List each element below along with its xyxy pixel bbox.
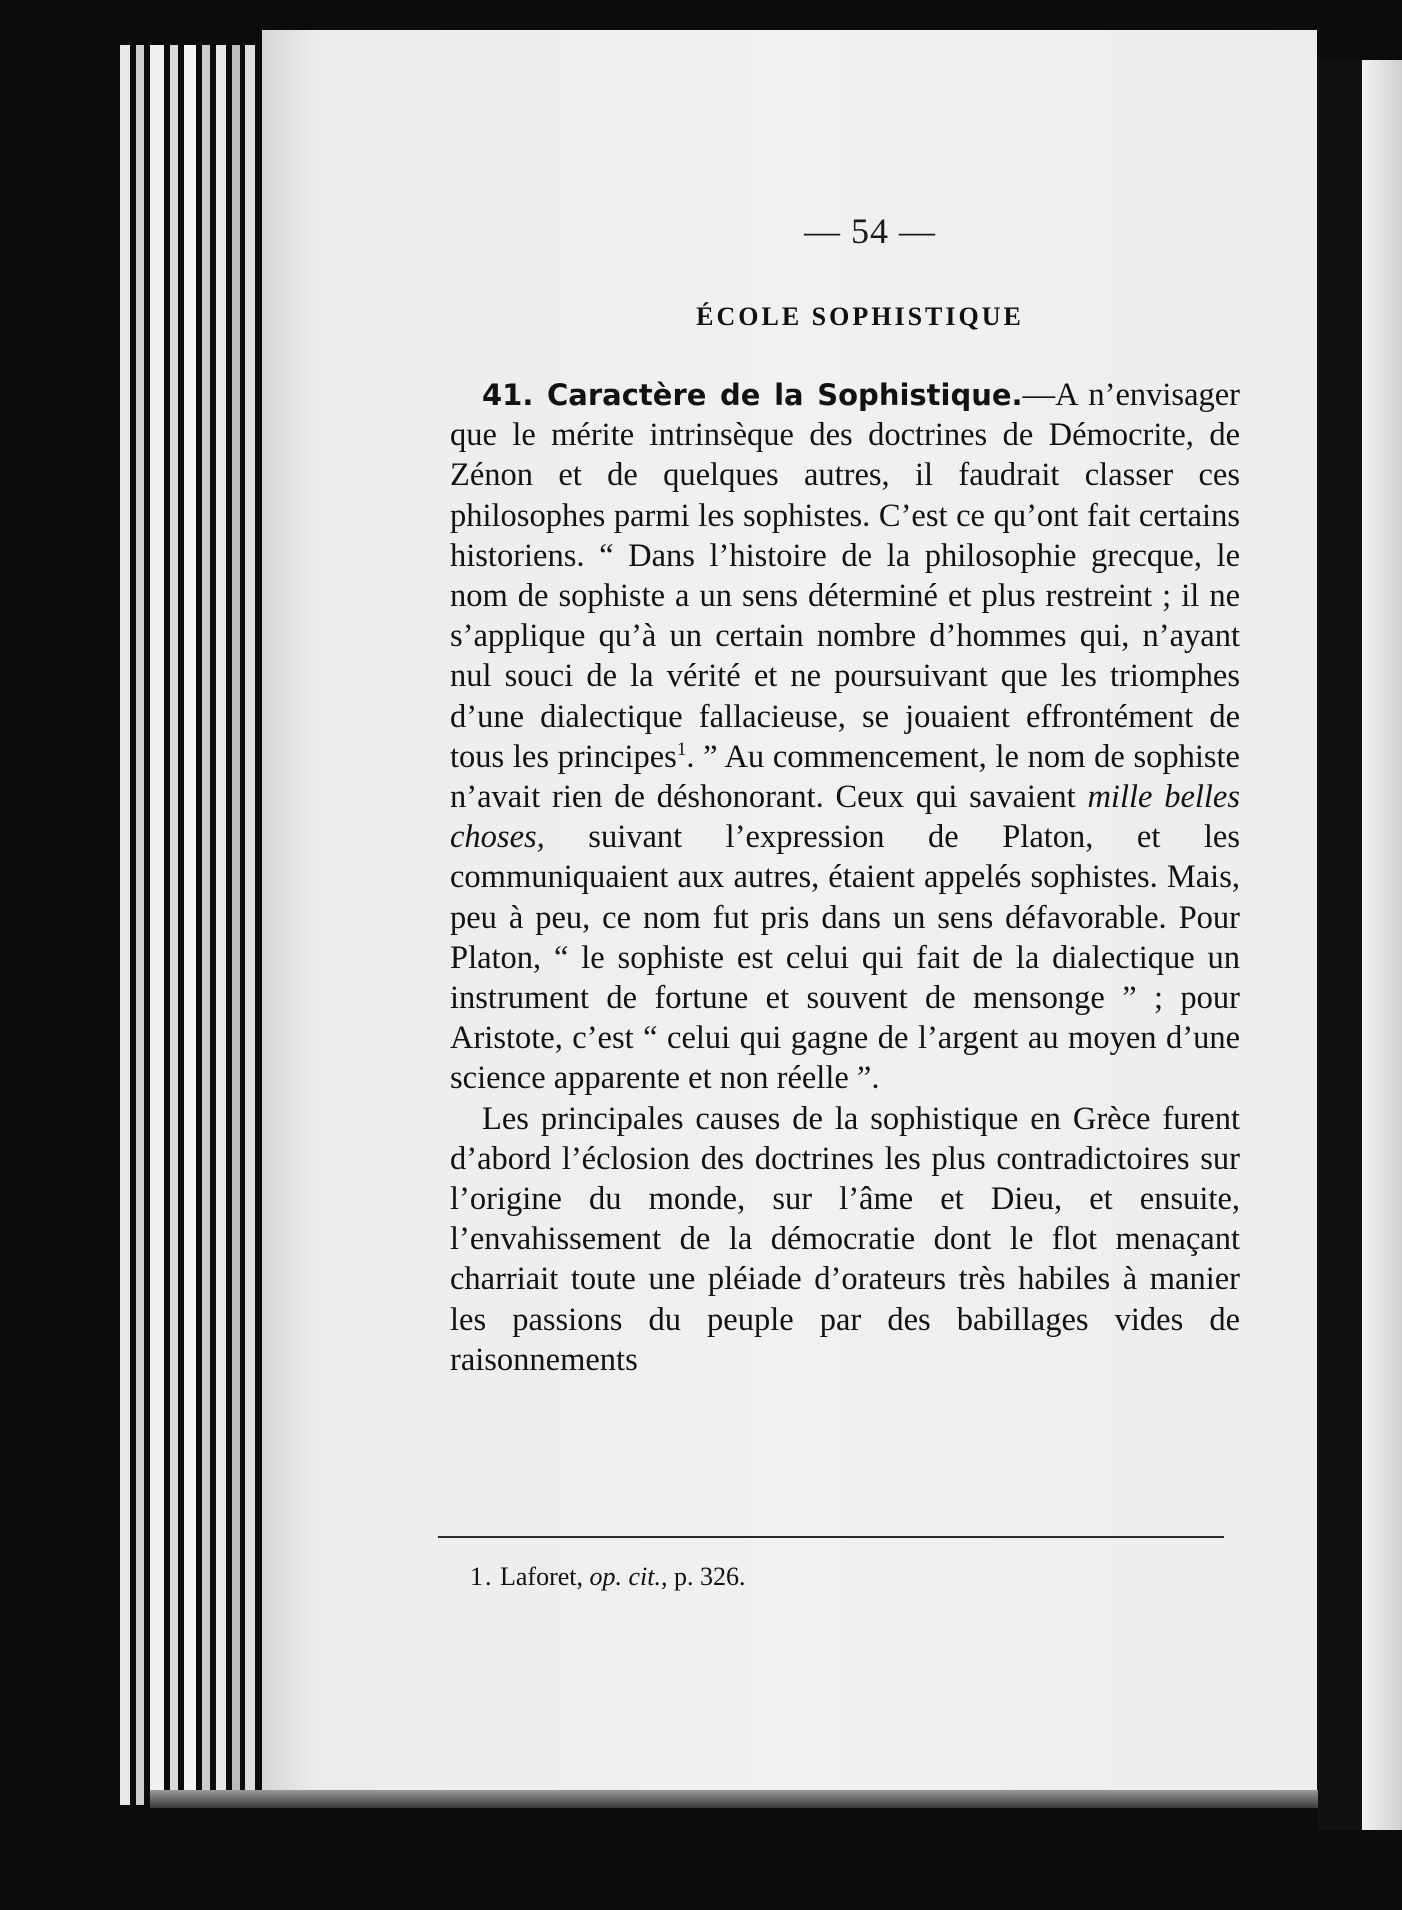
page-edge: [150, 45, 164, 1805]
footnote-number: 1.: [470, 1562, 494, 1591]
footnote-page: p. 326.: [674, 1562, 746, 1591]
paragraph-heading: 41. Caractère de la Sophistique.: [482, 378, 1023, 412]
page-edge: [184, 45, 196, 1805]
page-bottom-edge: [150, 1790, 1320, 1808]
page-edge: [216, 45, 226, 1805]
page-edge: [170, 45, 178, 1805]
text-run: suivant l’expression de Platon, et les communiquaient aux autres, étaient appelés sophistes. Mais, peu à peu, ce nom fut pris dans un sens défavorable. Pour Platon, “ le sophiste est celui qui fait de la dialectique un instrument de fortune et souvent de mensonge ” ; pour Aristote, c’est “ celui qui gagne de l’argent au moyen d’une science apparente et non réelle ”.: [450, 819, 1240, 1097]
footnote-citation: op. cit.,: [589, 1562, 668, 1591]
body-text: [450, 375, 1240, 1380]
page-edge: [120, 45, 130, 1805]
page-edge: [136, 45, 144, 1805]
page-edge: [232, 45, 240, 1805]
paragraph: [450, 1099, 1240, 1380]
section-heading: ÉCOLE SOPHISTIQUE: [696, 302, 1024, 331]
text-run: Les principales causes de la sophistique en Grèce furent d’abord l’éclosion des doctrines les plus contradictoires sur l’origine du monde, sur l’âme et Dieu, et ensuite, l’envahissement de la démocratie dont le flot menaçant charriait toute une pléiade d’orateurs très habiles à manier les passions du peuple par des babillages vides de raisonnements: [450, 1100, 1240, 1378]
footnote-reference: 1: [676, 739, 687, 760]
italic-phrase: mille belles choses,: [450, 779, 1240, 856]
text-run: . ” Au commencement, le nom de sophiste n’avait rien de déshonorant. Ceux qui savaient: [450, 738, 1240, 816]
page-edge: [245, 45, 255, 1805]
footnote: [470, 1562, 1230, 1592]
binding-shadow: [1318, 60, 1362, 1830]
facing-page-strip: [1362, 60, 1402, 1830]
footnote-author: Laforet,: [500, 1562, 584, 1591]
text-run: —A n’envisager que le mérite intrinsèque des doctrines de Démocrite, de Zénon et de quelques autres, il faudrait classer ces philosophes parmi les sophistes. C’est ce qu’ont fait certains historiens. “ Dans l’histoire de la philosophie grecque, le nom de sophiste a un sens déterminé et plus restreint ; il ne s’applique qu’à un certain nombre d’hommes qui, n’ayant nul souci de la vérité et ne poursuivant que les triomphes d’une dialectique fallacieuse, se jouaient effrontément de tous les principes: [450, 377, 1240, 775]
footnote-rule: [438, 1536, 1224, 1538]
page-number: — 54 —: [804, 211, 936, 251]
paragraph: [450, 375, 1240, 1099]
page-edge: [202, 45, 210, 1805]
